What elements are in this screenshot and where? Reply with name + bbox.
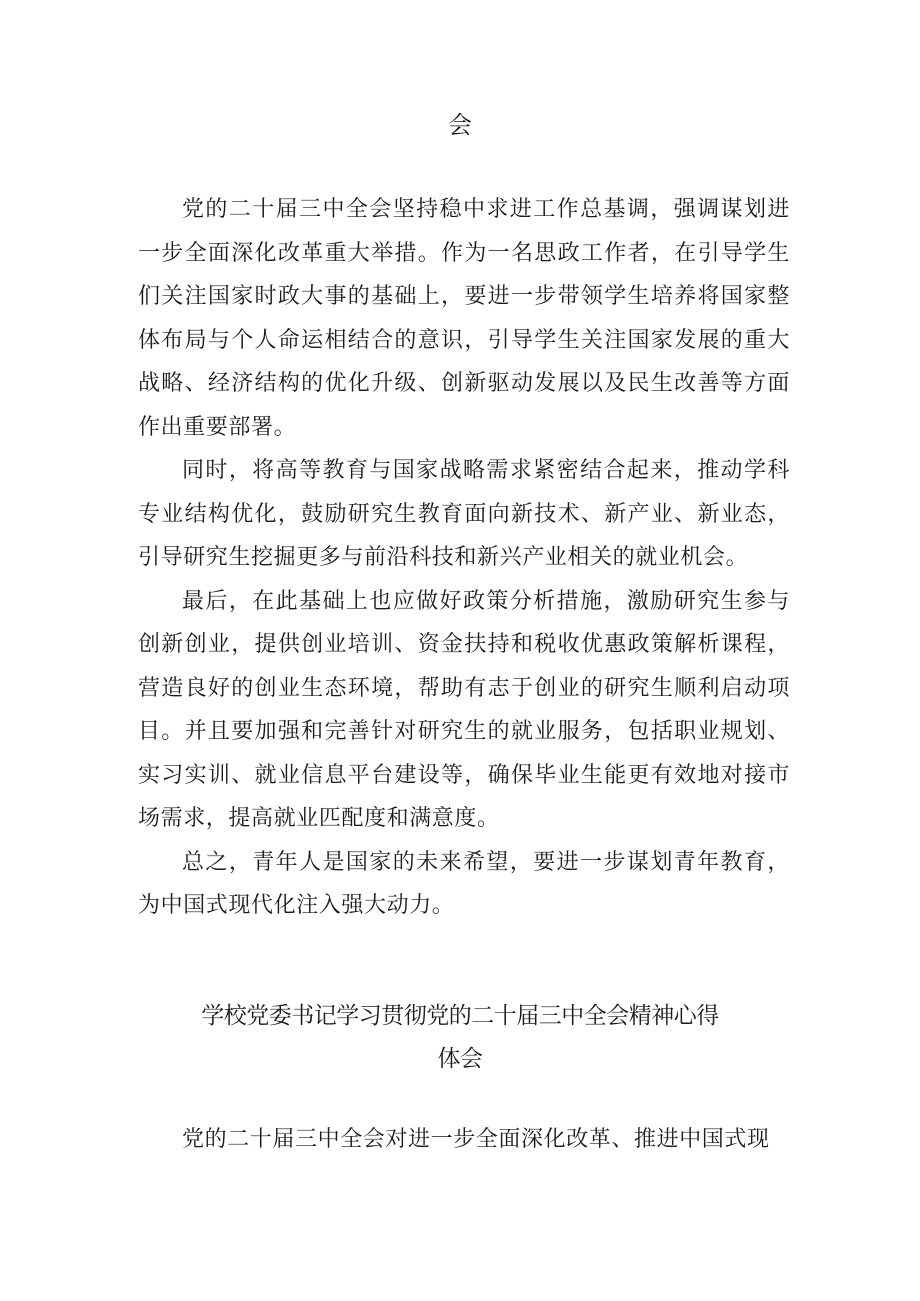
section-title: [180, 994, 740, 1080]
paragraph-1: 党的二十届三中全会坚持稳中求进工作总基调，强调谋划进一步全面深化改革重大举措。作为一名思政工作者，在引导学生们关注国家时政大事的基础上，要进一步带领学生培养将国家整体布局与个人命运相结合的意识，引导学生关注国家发展的重大战略、经济结构的优化升级、创新驱动发展以及民生改善等方面作出重要部署。: [138, 197, 790, 440]
section-title-line-2: 体会: [437, 1045, 483, 1071]
paragraph-3: 最后，在此基础上也应做好政策分析措施，激励研究生参与创新创业，提供创业培训、资金扶持和税收优惠政策解析课程，营造良好的创业生态环境，帮助有志于创业的研究生顺利启动项目。并且要加强和完善针对研究生的就业服务，包括职业规划、实习实训、就业信息平台建设等，确保毕业生能更有效地对接市场需求，提高就业匹配度和满意度。: [138, 588, 790, 831]
paragraph-2: 同时，将高等教育与国家战略需求紧密结合起来，推动学科专业结构优化，鼓励研究生教育面向新技术、新产业、新业态，引导研究生挖掘更多与前沿科技和新兴产业相关的就业机会。: [138, 458, 790, 570]
article-body: [138, 188, 790, 928]
paragraph-4: 总之，青年人是国家的未来希望，要进一步谋划青年教育，为中国式现代化注入强大动力。: [138, 849, 790, 918]
next-article-first-paragraph: 党的二十届三中全会对进一步全面深化改革、推进中国式现: [182, 1127, 770, 1152]
continued-title-fragment: 会: [448, 112, 472, 139]
section-title-line-1: 学校党委书记学习贯彻党的二十届三中全会精神心得: [201, 1002, 719, 1028]
